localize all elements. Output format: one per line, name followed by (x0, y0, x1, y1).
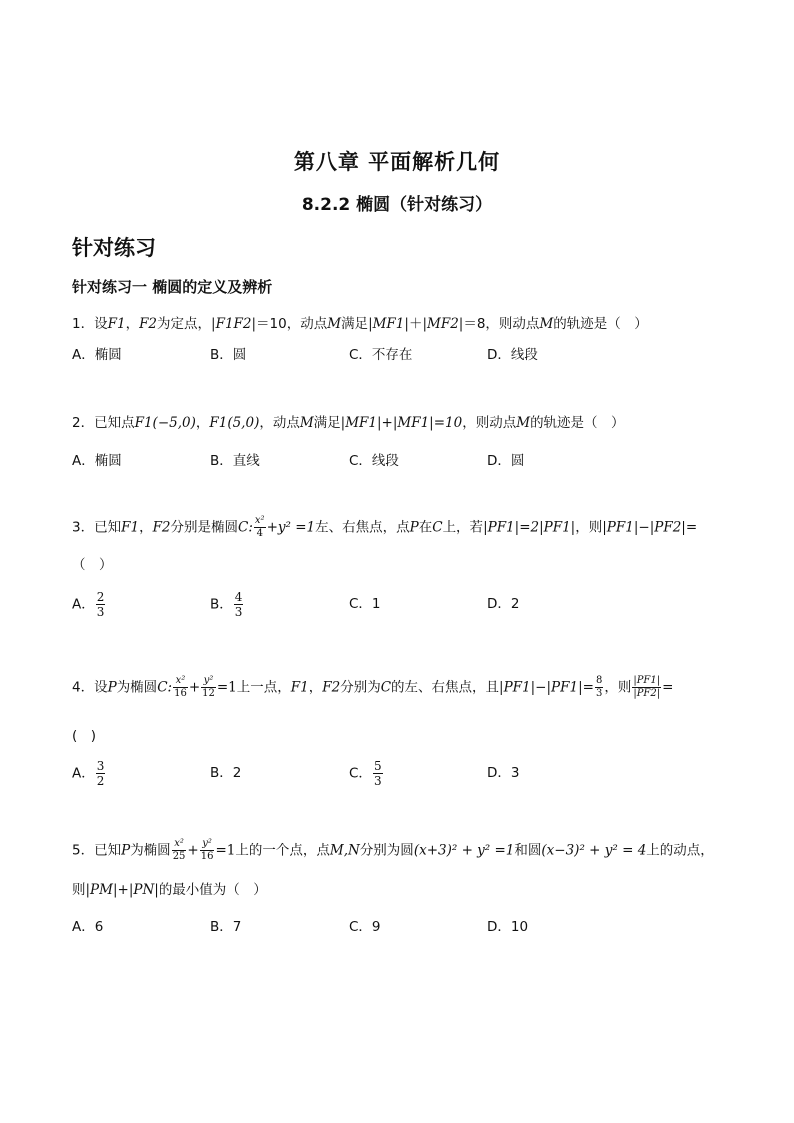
q5-circle-1: (x+3)² + y² =1 (413, 842, 515, 859)
q3-text-3: 在 (418, 519, 433, 536)
subsection-heading: 针对练习一 椭圆的定义及辨析 (72, 278, 273, 296)
q2-f1-point: F1(−5,0) (134, 415, 196, 431)
q4-option-a[interactable] (72, 759, 106, 788)
q3-comma: ， (139, 519, 153, 536)
q3-condition: |PF1|=2|PF1| (483, 519, 576, 536)
q1-text-2: 满足 (341, 316, 369, 332)
q4-c-num: 8 (595, 675, 603, 686)
q4-r-num: |PF1| (633, 675, 661, 686)
q4-p: P (107, 679, 117, 696)
q4-c-frac (373, 759, 383, 788)
q3-number: 3．已知 (72, 519, 122, 536)
q5-text-3: 分别为圆 (359, 842, 414, 859)
q3-b-den: 3 (234, 605, 243, 619)
q2-text-3: ，则动点 (462, 415, 517, 431)
q3-ellipse-frac (254, 515, 266, 540)
q1-option-b[interactable]: B．圆 (210, 347, 247, 363)
q3-text-5: ，则 (575, 519, 603, 536)
q5-option-d[interactable]: D．10 (487, 919, 529, 935)
q3-a-label: A． (72, 596, 95, 613)
q3-option-a[interactable] (72, 590, 106, 619)
q5-f2-num: y² (200, 838, 215, 851)
q1-sep: ， (125, 316, 140, 332)
q4-c2: C (380, 679, 392, 696)
q5-text-5: 上的动点， (646, 842, 714, 859)
q4-c-den: 3 (595, 688, 603, 699)
q4-f2-den: 12 (202, 688, 215, 699)
q4-option-b[interactable]: B．2 (210, 765, 242, 781)
q1-abs-mf2: |MF2| (422, 316, 464, 332)
q5-eq1: =1 (215, 842, 236, 859)
q3-f1: F1 (121, 519, 140, 536)
q5-frac-1 (172, 838, 187, 863)
q4-paren: ( ) (72, 728, 97, 744)
q4-a-label: A． (72, 765, 95, 782)
q4-frac-2 (201, 675, 216, 700)
q5-line-2 (72, 880, 267, 900)
q4-option-c[interactable] (349, 759, 384, 788)
q4-ratio-frac (632, 675, 661, 700)
q1-plus: ＋ (408, 316, 423, 332)
q4-text-2: 上一点， (236, 679, 291, 696)
q3-p: P (409, 519, 419, 536)
q3-text-4: 上，若 (442, 519, 484, 536)
q3-option-b[interactable] (210, 590, 244, 619)
q1-number: 1．设 (72, 316, 108, 332)
q1-f2: F2 (139, 316, 158, 332)
q4-f1: F1 (290, 679, 309, 696)
q4-text-4: 的左、右焦点，且 (391, 679, 500, 696)
q3-ask: |PF1|−|PF2|= (602, 519, 698, 536)
question-5 (72, 838, 714, 863)
q3-eq-rest: +y² =1 (266, 519, 316, 536)
q4-condition: |PF1|−|PF1|= (499, 679, 594, 696)
question-2 (72, 413, 625, 433)
q1-eq10: ＝10，动点 (256, 316, 328, 332)
q5-option-b[interactable]: B．7 (210, 919, 242, 935)
q5-line2-b: 的最小值为（ ） (158, 882, 267, 898)
q5-option-c[interactable]: C．9 (349, 919, 381, 935)
q2-f2-point: F1(5,0) (209, 415, 260, 431)
q2-number: 2．已知点 (72, 415, 135, 431)
q4-c: C: (157, 679, 173, 696)
q4-text-3: 分别为 (340, 679, 381, 696)
q5-number: 5．已知 (72, 842, 122, 859)
q2-option-c[interactable]: C．线段 (349, 453, 399, 469)
q4-c-opt-num: 5 (373, 759, 382, 773)
q5-plus: + (187, 842, 199, 859)
page-subtitle: 8.2.2 椭圆（针对练习） (301, 195, 493, 215)
q3-frac-num: x² (254, 515, 265, 526)
q4-c-opt-den: 3 (373, 774, 382, 788)
q4-f1-den: 16 (174, 688, 187, 699)
q1-option-a[interactable]: A．椭圆 (72, 347, 122, 363)
q2-text-1: ，动点 (259, 415, 300, 431)
q5-text-1: 为椭圆 (130, 842, 171, 859)
q2-option-a[interactable]: A．椭圆 (72, 453, 122, 469)
q5-expr: |PM|+|PN| (85, 882, 159, 898)
q3-c2: C (432, 519, 443, 536)
q5-f1-den: 25 (172, 851, 186, 862)
q2-m2: M (516, 415, 531, 431)
q5-mn: M,N (329, 842, 360, 859)
q3-a-frac (96, 590, 106, 619)
q1-m: M (327, 316, 342, 332)
q4-f2: F2 (322, 679, 341, 696)
q1-f1: F1 (107, 316, 126, 332)
q4-eq1: =1 (216, 679, 237, 696)
q3-a-den: 3 (96, 605, 105, 619)
q2-m: M (299, 415, 314, 431)
q4-f2-num: y² (201, 675, 216, 688)
q1-option-d[interactable]: D．线段 (487, 347, 538, 363)
q3-frac-den: 4 (256, 528, 263, 539)
q1-m2: M (539, 316, 554, 332)
question-4 (72, 675, 673, 700)
q4-a-frac (96, 759, 106, 788)
q5-f1-num: x² (172, 838, 187, 851)
q3-c: C: (238, 519, 253, 536)
q3-b-num: 4 (234, 590, 243, 604)
q4-plus: + (188, 679, 201, 696)
q4-eqsign: = (662, 679, 674, 696)
q2-condition: |MF1|+|MF1|=10 (340, 415, 463, 431)
q3-text-2: 左、右焦点，点 (315, 519, 410, 536)
q2-option-b[interactable]: B．直线 (210, 453, 260, 469)
q1-abs-mf1: |MF1| (368, 316, 409, 332)
q5-p: P (121, 842, 131, 859)
question-3 (72, 515, 697, 540)
q1-eq8: ＝8，则动点 (463, 316, 540, 332)
q5-f2-den: 16 (200, 851, 214, 862)
q4-comma: ， (308, 679, 323, 696)
q5-frac-2 (200, 838, 215, 863)
q4-a-num: 3 (96, 759, 105, 773)
q4-r-den: |PF2| (633, 688, 661, 699)
q3-b-frac (234, 590, 244, 619)
q1-abs-f1f2: |F1F2| (211, 316, 257, 332)
q5-text-4: 和圆 (514, 842, 542, 859)
q3-b-label: B． (210, 596, 233, 613)
q4-f1-num: x² (173, 675, 188, 688)
q3-paren: （ ） (72, 557, 113, 573)
q2-comma: ， (195, 415, 210, 431)
section-heading: 针对练习 (72, 236, 156, 260)
q4-a-den: 2 (96, 774, 105, 788)
q5-line2-a: 则 (72, 882, 86, 898)
q2-text-4: 的轨迹是（ ） (530, 415, 625, 431)
q4-frac-1 (173, 675, 188, 700)
q4-c-label: C． (349, 765, 372, 782)
q1-option-c[interactable]: C．不存在 (349, 347, 413, 363)
q3-text-1: 分别是椭圆 (170, 519, 239, 536)
q5-text-2: 上的一个点，点 (235, 842, 330, 859)
q3-option-d[interactable]: D．2 (487, 596, 520, 612)
q3-f2: F2 (152, 519, 171, 536)
question-1 (72, 314, 648, 334)
q5-circle-2: (x−3)² + y² = 4 (541, 842, 647, 859)
q4-text-5: ，则 (604, 679, 632, 696)
q3-a-num: 2 (96, 590, 105, 604)
q1-text-1: 为定点， (157, 316, 212, 332)
q1-text-3: 的轨迹是（ ） (553, 316, 648, 332)
q4-option-d[interactable]: D．3 (487, 765, 520, 781)
q4-text-1: 为椭圆 (116, 679, 158, 696)
page-title: 第八章 平面解析几何 (293, 150, 501, 174)
q3-option-c[interactable]: C．1 (349, 596, 381, 612)
q4-number: 4．设 (72, 679, 108, 696)
q2-option-d[interactable]: D．圆 (487, 453, 525, 469)
q4-cond-frac (595, 675, 603, 700)
q2-text-2: 满足 (313, 415, 341, 431)
q5-option-a[interactable]: A．6 (72, 919, 104, 935)
